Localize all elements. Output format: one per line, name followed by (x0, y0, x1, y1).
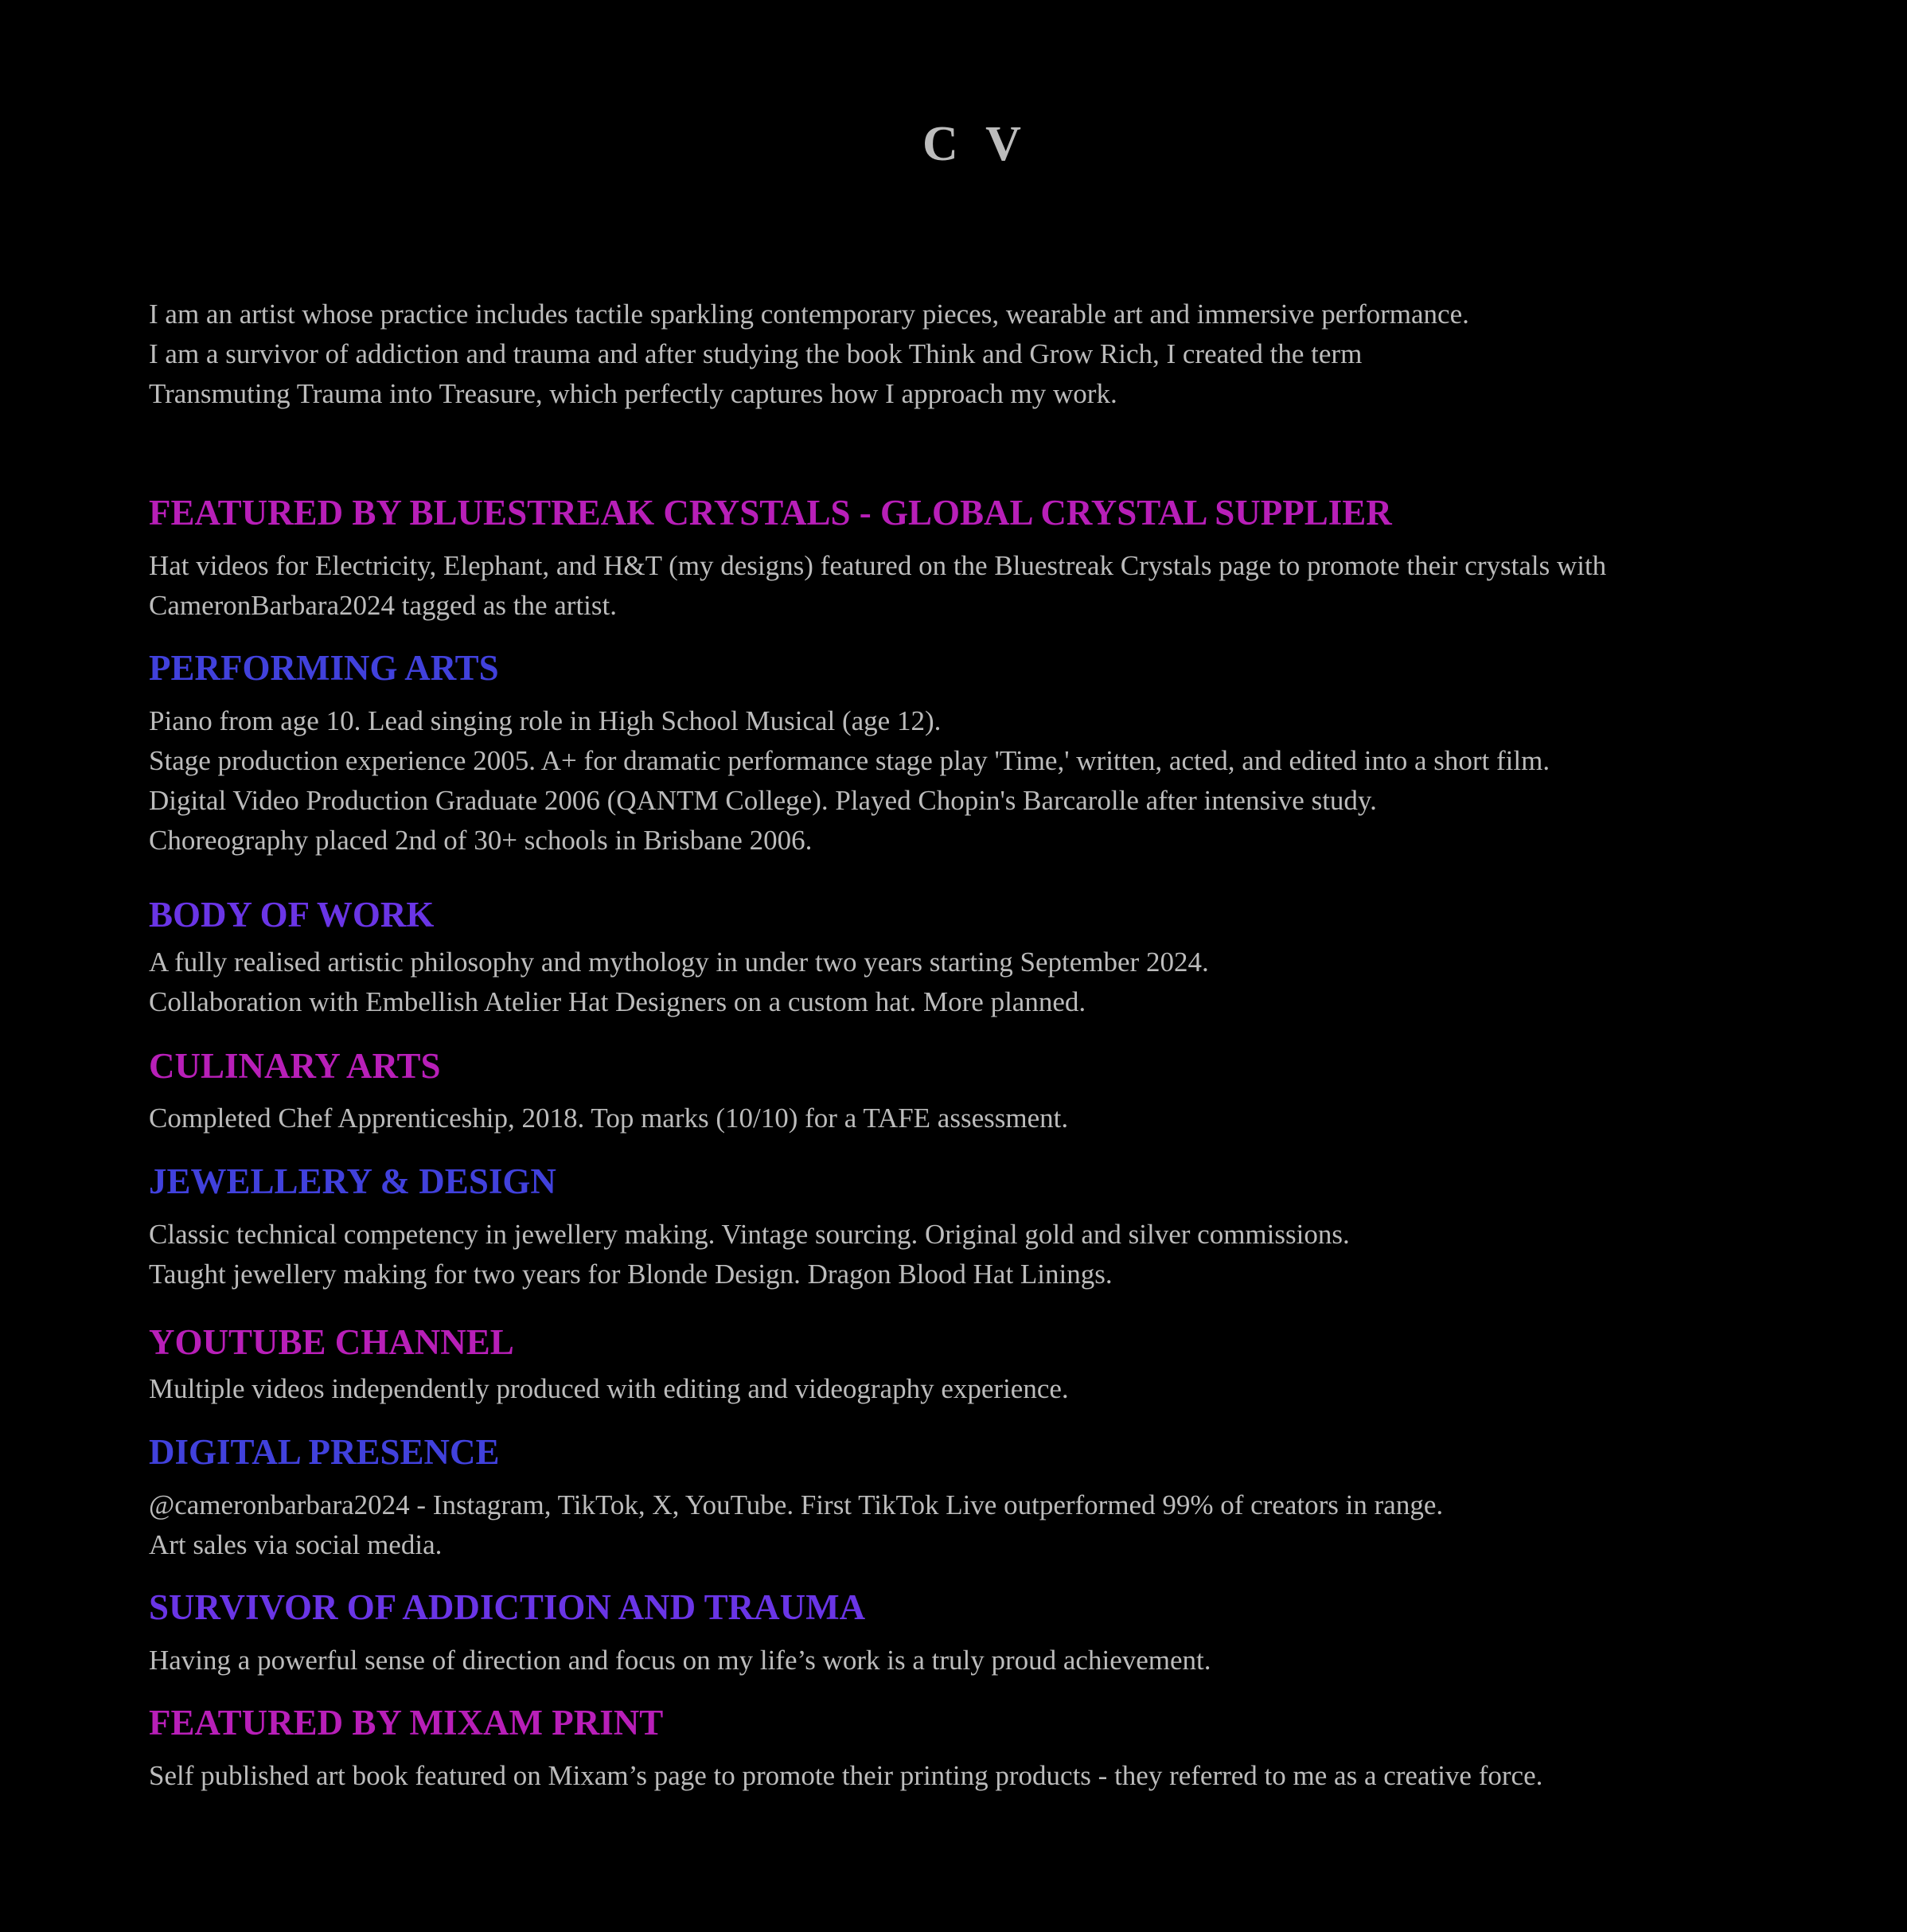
page-title: C V (922, 117, 1029, 171)
section-heading-body-of-work: BODY OF WORK (149, 895, 435, 935)
section-line: Completed Chef Apprenticeship, 2018. Top marks (10/10) for a TAFE assessment. (149, 1103, 1069, 1134)
section-line: Having a powerful sense of direction and focus on my life’s work is a truly proud achievement. (149, 1645, 1211, 1676)
intro-paragraph (149, 295, 1820, 414)
section-body-mixam-print (149, 1756, 1852, 1796)
section-heading-youtube-channel: YOUTUBE CHANNEL (149, 1322, 514, 1362)
section-heading-performing-arts: PERFORMING ARTS (149, 648, 499, 688)
section-body-youtube-channel (149, 1369, 1852, 1409)
section-heading-bluestreak: FEATURED BY BLUESTREAK CRYSTALS - GLOBAL CRYSTAL SUPPLIER (149, 493, 1392, 533)
section-body-bluestreak (149, 546, 1852, 626)
intro-line: Transmuting Trauma into Treasure, which perfectly captures how I approach my work. (149, 378, 1117, 409)
section-heading-jewellery-design: JEWELLERY & DESIGN (149, 1161, 556, 1201)
section-body-performing-arts (149, 701, 1852, 861)
section-line: CameronBarbara2024 tagged as the artist. (149, 590, 617, 621)
section-body-body-of-work (149, 943, 1852, 1022)
section-heading-culinary-arts: CULINARY ARTS (149, 1046, 441, 1086)
section-heading-survivor: SURVIVOR OF ADDICTION AND TRAUMA (149, 1587, 866, 1627)
section-line: Self published art book featured on Mixam’s page to promote their printing products - they referred to me as a creative force. (149, 1760, 1543, 1791)
section-body-culinary-arts (149, 1099, 1852, 1138)
section-line: Piano from age 10. Lead singing role in High School Musical (age 12). (149, 705, 942, 736)
section-body-jewellery-design (149, 1215, 1852, 1294)
section-line: Multiple videos independently produced with editing and videography experience. (149, 1373, 1069, 1404)
section-line: @cameronbarbara2024 - Instagram, TikTok, X, YouTube. First TikTok Live outperformed 99% of creators in range. (149, 1489, 1444, 1520)
section-line: Stage production experience 2005. A+ for dramatic performance stage play 'Time,' written, acted, and edited into a short film. (149, 745, 1550, 776)
section-line: Art sales via social media. (149, 1529, 443, 1560)
section-heading-mixam-print: FEATURED BY MIXAM PRINT (149, 1703, 664, 1743)
section-line: Classic technical competency in jewellery making. Vintage sourcing. Original gold and silver commissions. (149, 1219, 1350, 1250)
section-line: Collaboration with Embellish Atelier Hat Designers on a custom hat. More planned. (149, 986, 1086, 1017)
section-line: Choreography placed 2nd of 30+ schools in Brisbane 2006. (149, 825, 813, 856)
section-line: Digital Video Production Graduate 2006 (QANTM College). Played Chopin's Barcarolle after intensive study. (149, 785, 1377, 816)
intro-line: I am a survivor of addiction and trauma and after studying the book Think and Grow Rich, I created the term (149, 338, 1363, 369)
intro-line: I am an artist whose practice includes tactile sparkling contemporary pieces, wearable art and immersive performance. (149, 299, 1469, 330)
section-heading-digital-presence: DIGITAL PRESENCE (149, 1432, 500, 1472)
section-body-survivor (149, 1641, 1852, 1680)
section-line: Hat videos for Electricity, Elephant, and H&T (my designs) featured on the Bluestreak Crystals page to promote their crystals with (149, 550, 1607, 581)
section-line: Taught jewellery making for two years for Blonde Design. Dragon Blood Hat Linings. (149, 1259, 1113, 1290)
section-body-digital-presence (149, 1485, 1852, 1565)
section-line: A fully realised artistic philosophy and mythology in under two years starting September 2024. (149, 946, 1209, 978)
